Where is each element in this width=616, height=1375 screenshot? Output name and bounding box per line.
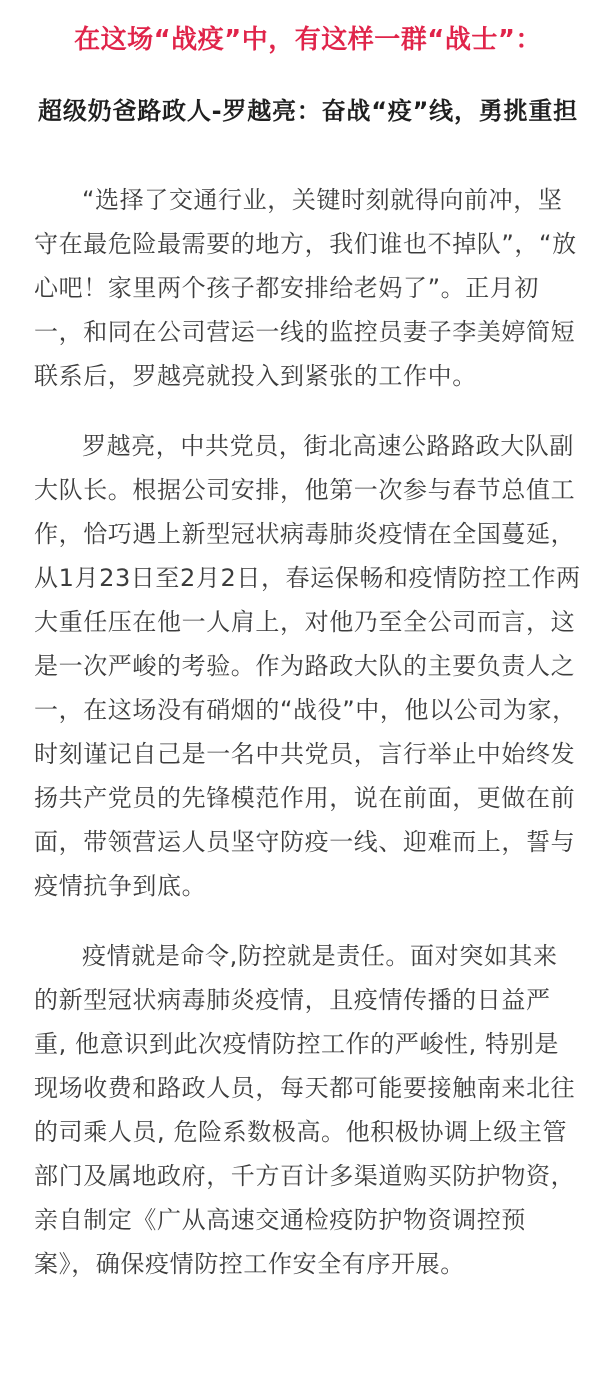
paragraph-3: 疫情就是命令,防控就是责任。面对突如其来的新型冠状病毒肺炎疫情，且疫情传播的日益严重, 他意识到此次疫情防控工作的严峻性, 特别是现场收费和路政人员，每天都可能要接触南来北往的司乘人员, 危险系数极高。他积极协调上级主管部门及属地政府，千方百计多渠道购买防护物资，亲自制定《广从高速交通检疫防护物资调控预案》，确保疫情防控工作安全有序开展。 bbox=[34, 942, 576, 1278]
paragraph-1: “选择了交通行业，关键时刻就得向前冲，坚守在最危险最需要的地方，我们谁也不掉队”，“放心吧！家里两个孩子都安排给老妈了”。正月初一，和同在公司营运一线的监控员妻子李美婷简短联系后，罗越亮就投入到紧张的工作中。 bbox=[34, 186, 577, 390]
headline: 在这场“战疫”中，有这样一群“战士”： bbox=[74, 25, 542, 55]
subheading: 超级奶爸路政人-罗越亮：奋战“疫”线，勇挑重担 bbox=[38, 97, 578, 125]
paragraph-2: 罗越亮，中共党员，街北高速公路路政大队副大队长。根据公司安排，他第一次参与春节总值工作，恰巧遇上新型冠状病毒肺炎疫情在全国蔓延，从1月23日至2月2日，春运保畅和疫情防控工作两大重任压在他一人肩上，对他乃至全公司而言，这是一次严峻的考验。作为路政大队的主要负责人之一，在这场没有硝烟的“战役”中，他以公司为家，时刻谨记自己是一名中共党员，言行举止中始终发扬共产党员的先锋模范作用，说在前面，更做在前面，带领营运人员坚守防疫一线、迎难而上，誓与疫情抗争到底。 bbox=[34, 432, 581, 900]
article-body bbox=[34, 178, 582, 1286]
